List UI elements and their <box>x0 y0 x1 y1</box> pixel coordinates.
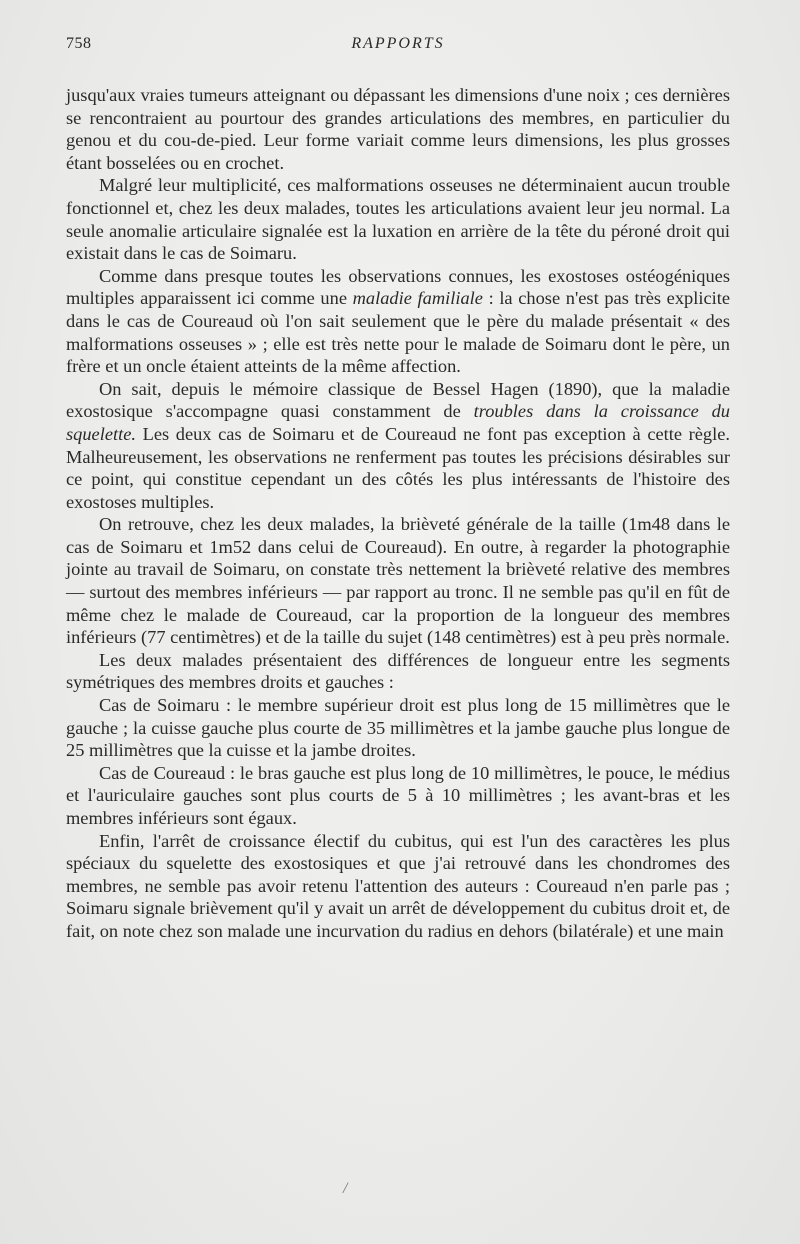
paragraph-3-text-end: : la chose n'est pas très explicite dans le cas de Coureaud où l'on sait seulement que le père du malade présentait « des malformations osseuses » ; elle est très nette pour le malade de Soimaru dont le père, un frère et un oncle étaient atteints de la même affection. <box>66 288 731 377</box>
body-text <box>66 84 730 943</box>
running-head <box>66 35 730 57</box>
paragraph-4-text-end: Les deux cas de Soimaru et de Coureaud ne font pas exception à cette règle. Malheureusement, les observations ne renferment pas toutes les précisions désirables sur ce point, qui constitue cependant un des côtés les plus intéressants de l'histoire des exostoses multiples. <box>66 423 730 512</box>
paragraph-9: Enfin, l'arrêt de croissance électif du cubitus, qui est l'un des caractères les plus spéciaux du squelette des exostosiques et que j'ai retrouvé dans les chondromes des membres, ne semble pas avoir retenu l'attention des auteurs : Coureaud n'en parle pas ; Soimaru signale brièvement qu'il y avait un arrêt de développement du cubitus droit et, de fait, on note chez son malade une incurvation du radius en dehors (bilatérale) et une main <box>66 830 730 941</box>
paragraph-4-italic: troubles dans la croissance du squelette. <box>66 401 730 444</box>
paragraph-3-text-start: Comme dans presque toutes les observations connues, les exostoses ostéogéniques multiples apparaissent ici comme une <box>66 265 730 309</box>
paragraph-6: Les deux malades présentaient des différences de longueur entre les segments symétriques des membres droits et gauches : <box>66 649 730 693</box>
paragraph-4-text-start: On sait, depuis le mémoire classique de Bessel Hagen (1890), que la maladie exostosique s'accompagne quasi constamment de <box>66 378 730 422</box>
paragraph-1: jusqu'aux vraies tumeurs atteignant ou dépassant les dimensions d'une noix ; ces dernières se rencontraient au pourtour des grandes articulations des membres, en particulier du genou et du cou-de-pied. Leur forme variait comme leurs dimensions, les plus grosses étant bosselées ou en crochet. <box>66 85 730 173</box>
paragraph-2: Malgré leur multiplicité, ces malformations osseuses ne déterminaient aucun trouble fonctionnel et, chez les deux malades, toutes les articulations avaient leur jeu normal. La seule anomalie articulaire signalée est la luxation en arrière de la tête du péroné droit qui existait dans le cas de Soimaru. <box>66 175 730 264</box>
paragraph-5: On retrouve, chez les deux malades, la brièveté générale de la taille (1m48 dans le cas de Soimaru et 1m52 dans celui de Coureaud). En outre, à regarder la photographie jointe au travail de Soimaru, on constate très nettement la brièveté relative des membres — surtout des membres inférieurs — par rapport au tronc. Il ne semble pas qu'il en fût de même chez le malade de Coureaud, car la proportion de la longueur des membres inférieurs (77 centimètres) et de la taille du sujet (148 centimètres) est à peu près normale. <box>66 514 730 648</box>
paragraph-7: Cas de Soimaru : le membre supérieur droit est plus long de 15 millimètres que le gauche ; la cuisse gauche plus courte de 35 millimètres et la jambe gauche plus longue de 25 millimètres que la cuisse et la jambe droites. <box>66 695 730 761</box>
paragraph-4 <box>66 378 730 514</box>
paragraph-8: Cas de Coureaud : le bras gauche est plus long de 10 millimètres, le pouce, le médius et l'auriculaire gauches sont plus courts de 5 à 10 millimètres ; les avant-bras et les membres inférieurs sont égaux. <box>66 762 730 828</box>
page-number: 758 <box>66 35 92 52</box>
running-title: RAPPORTS <box>351 35 445 52</box>
paragraph-3 <box>66 265 730 378</box>
paragraph-3-italic: maladie familiale <box>352 288 483 309</box>
scan-speck: / <box>343 1180 348 1197</box>
